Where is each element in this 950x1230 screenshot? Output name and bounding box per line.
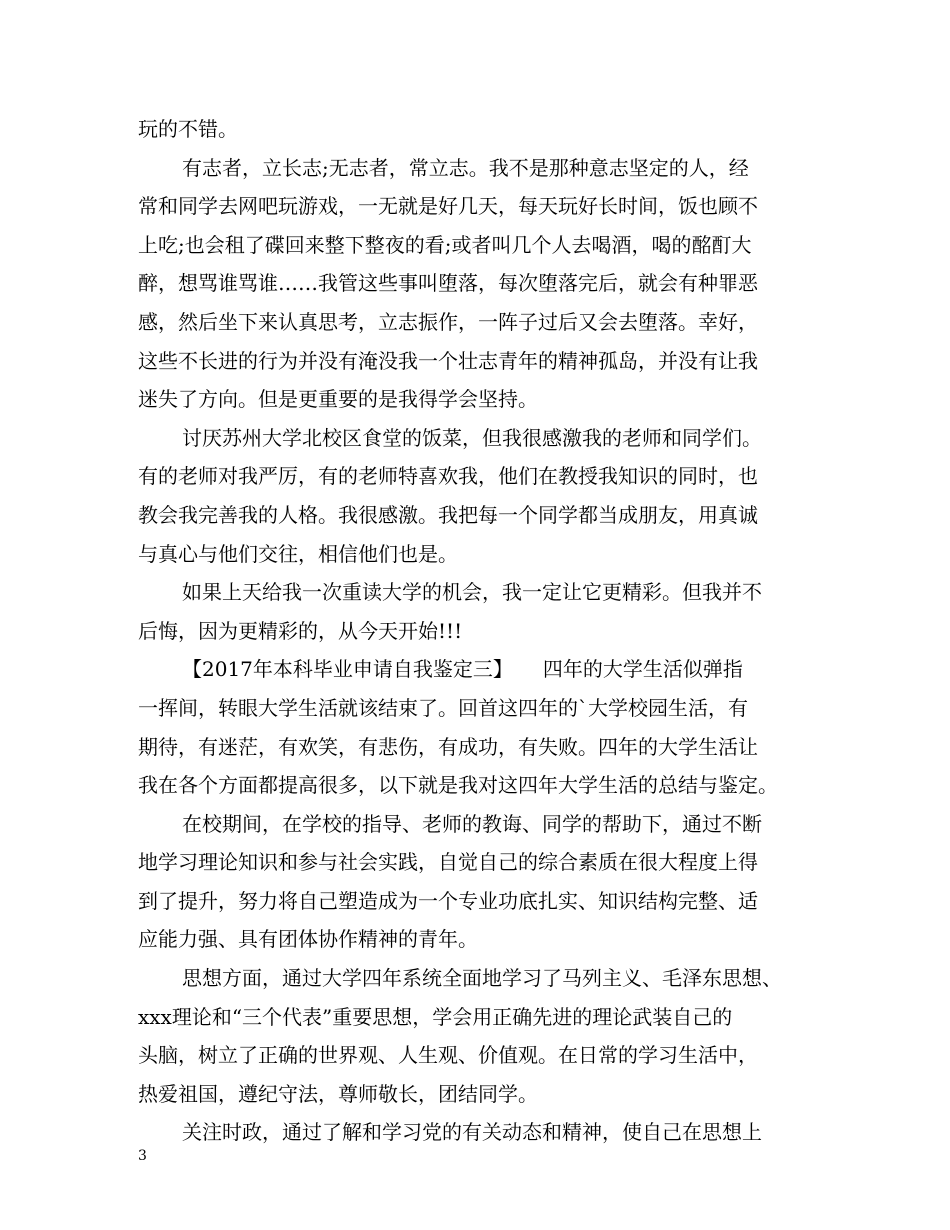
text-line: 有志者，立长志;无志者，常立志。我不是那种意志坚定的人，经 xyxy=(182,155,749,180)
text-line: 一挥间，转眼大学生活就该结束了。回首这四年的`大学校园生活，有 xyxy=(138,695,748,720)
text-line: 到了提升，努力将自己塑造成为一个专业功底扎实、知识结构完整、适 xyxy=(138,888,758,913)
text-line: 头脑，树立了正确的世界观、人生观、价值观。在日常的学习生活中， xyxy=(138,1043,758,1068)
text-line: 如果上天给我一次重读大学的机会，我一定让它更精彩。但我并不 xyxy=(182,580,762,605)
text-line: xxx理论和“三个代表”重要思想，学会用正确先进的理论武装自己的 xyxy=(138,1004,733,1029)
text-line: 【2017年本科毕业申请自我鉴定三】 四年的大学生活似弹指 xyxy=(182,657,743,682)
text-line: 后悔，因为更精彩的，从今天开始!!! xyxy=(138,618,463,643)
text-line: 有的老师对我严厉，有的老师特喜欢我，他们在教授我知识的同时，也 xyxy=(138,464,758,489)
page-number: 3 xyxy=(138,1148,147,1164)
text-line: 在校期间，在学校的指导、老师的教诲、同学的帮助下，通过不断 xyxy=(182,811,762,836)
text-line: 玩的不错。 xyxy=(138,117,238,141)
body-text xyxy=(138,110,828,1152)
text-line: 教会我完善我的人格。我很感激。我把每一个同学都当成朋友，用真诚 xyxy=(138,502,758,527)
text-line: 思想方面，通过大学四年系统全面地学习了马列主义、毛泽东思想、 xyxy=(182,966,782,991)
text-line: 迷失了方向。但是更重要的是我得学会坚持。 xyxy=(138,387,538,412)
text-line: 地学习理论知识和参与社会实践，自觉自己的综合素质在很大程度上得 xyxy=(138,850,758,875)
text-line: 醉，想骂谁骂谁……我管这些事叫堕落，每次堕落完后，就会有种罪恶 xyxy=(138,271,758,296)
text-line: 期待，有迷茫，有欢笑，有悲伤，有成功，有失败。四年的大学生活让 xyxy=(138,734,758,759)
text-line: 常和同学去网吧玩游戏，一无就是好几天，每天玩好长时间，饭也顾不 xyxy=(138,194,758,219)
text-line: 我在各个方面都提高很多，以下就是我对这四年大学生活的总结与鉴定。 xyxy=(138,773,778,798)
text-line: 热爱祖国，遵纪守法，尊师敬长，团结同学。 xyxy=(138,1081,538,1106)
text-line: 这些不长进的行为并没有淹没我一个壮志青年的精神孤岛，并没有让我 xyxy=(138,348,758,373)
text-line: 讨厌苏州大学北校区食堂的饭菜，但我很感激我的老师和同学们。 xyxy=(182,425,762,450)
text-line: 感，然后坐下来认真思考，立志振作，一阵子过后又会去堕落。幸好， xyxy=(138,309,758,334)
text-line: 上吃;也会租了碟回来整下整夜的看;或者叫几个人去喝酒，喝的酩酊大 xyxy=(138,232,752,257)
text-line: 与真心与他们交往，相信他们也是。 xyxy=(138,541,458,566)
text-line: 应能力强、具有团体协作精神的青年。 xyxy=(138,927,478,952)
text-line: 关注时政，通过了解和学习党的有关动态和精神，使自己在思想上 xyxy=(182,1120,762,1145)
